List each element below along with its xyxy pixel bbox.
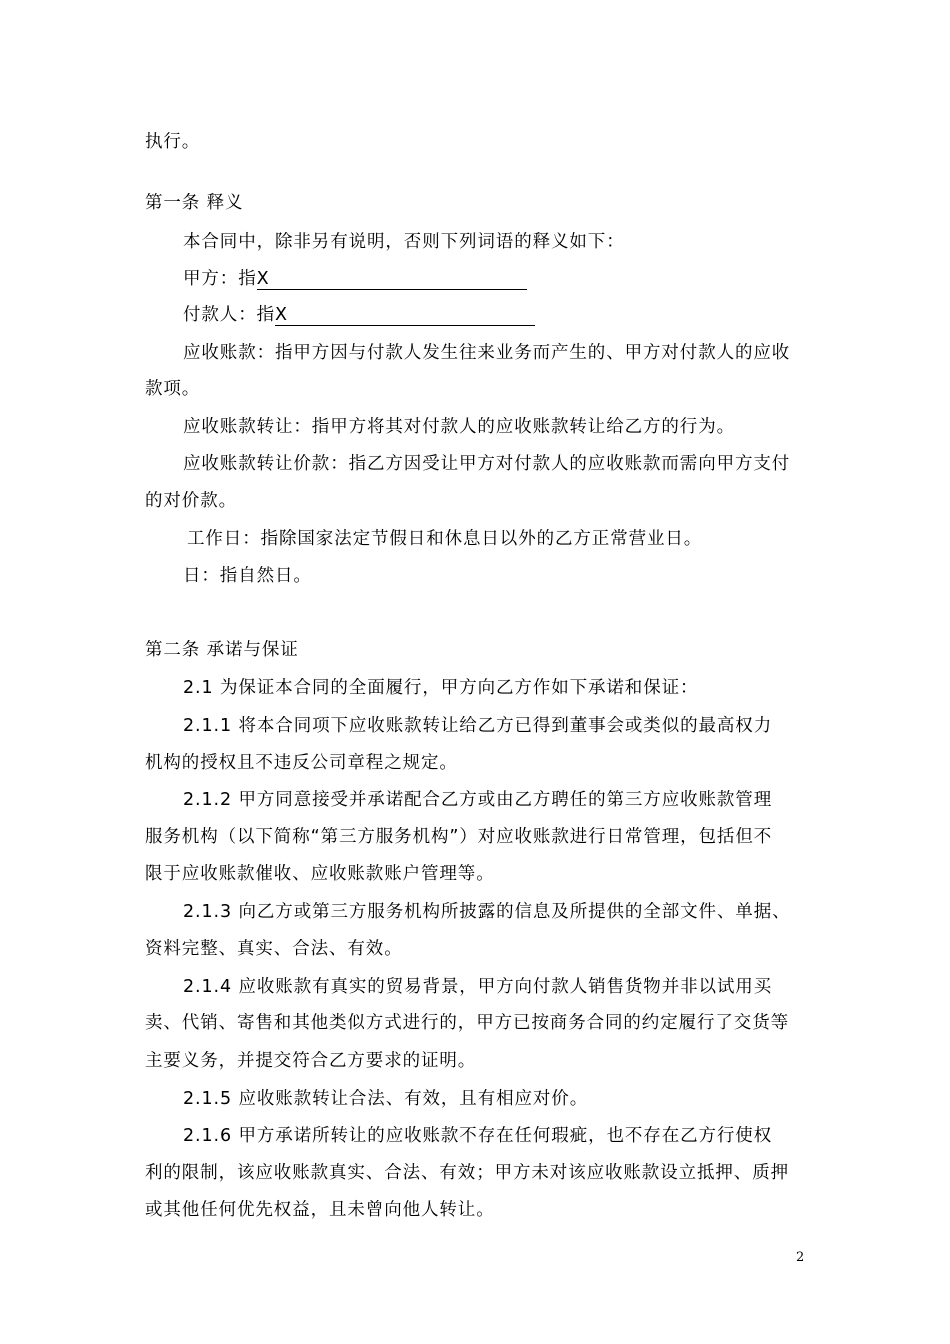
article-1-heading: 第一条 释义 — [145, 193, 244, 213]
text-line: 款项。 — [145, 379, 201, 399]
text-line: 2.1.2 甲方同意接受并承诺配合乙方或由乙方聘任的第三方应收账款管理 — [183, 790, 773, 810]
party-a-value: X — [256, 269, 270, 289]
text-line: 利的限制，该应收账款真实、合法、有效；甲方未对该应收账款设立抵押、质押 — [145, 1163, 789, 1183]
text-line: 2.1.5 应收账款转让合法、有效，且有相应对价。 — [183, 1089, 589, 1109]
payer-blank — [275, 305, 535, 326]
text-line: 执行。 — [145, 132, 201, 152]
text-line: 2.1 为保证本合同的全面履行，甲方向乙方作如下承诺和保证： — [183, 678, 699, 698]
text-line: 限于应收账款催收、应收账款账户管理等。 — [145, 864, 495, 884]
text-line: 2.1.4 应收账款有真实的贸易背景，甲方向付款人销售货物并非以试用买 — [183, 977, 773, 997]
text-line: 日：指自然日。 — [183, 566, 312, 586]
text-line: 机构的授权且不违反公司章程之规定。 — [145, 753, 458, 773]
page-number: 2 — [796, 1250, 805, 1265]
text-line: 2.1.3 向乙方或第三方服务机构所披露的信息及所提供的全部文件、单据、 — [183, 902, 791, 922]
text-line: 应收账款：指甲方因与付款人发生往来业务而产生的、甲方对付款人的应收 — [183, 343, 791, 363]
text-line: 2.1.1 将本合同项下应收账款转让给乙方已得到董事会或类似的最高权力 — [183, 716, 773, 736]
text-line: 本合同中，除非另有说明，否则下列词语的释义如下： — [183, 232, 625, 252]
party-a-definition — [183, 267, 527, 291]
text-line: 应收账款转让价款：指乙方因受让甲方对付款人的应收账款而需向甲方支付 — [183, 454, 791, 474]
party-a-label: 甲方：指 — [183, 269, 257, 289]
text-line: 主要义务，并提交符合乙方要求的证明。 — [145, 1051, 477, 1071]
payer-definition — [183, 303, 535, 327]
text-line: 的对价款。 — [145, 491, 237, 511]
party-a-blank — [257, 269, 527, 290]
text-line: 卖、代销、寄售和其他类似方式进行的，甲方已按商务合同的约定履行了交货等 — [145, 1013, 789, 1033]
text-line: 或其他任何优先权益，且未曾向他人转让。 — [145, 1200, 495, 1220]
payer-value: X — [275, 305, 288, 325]
article-2-heading: 第二条 承诺与保证 — [145, 640, 299, 660]
text-line: 应收账款转让：指甲方将其对付款人的应收账款转让给乙方的行为。 — [183, 417, 735, 437]
text-line: 工作日：指除国家法定节假日和休息日以外的乙方正常营业日。 — [187, 529, 703, 549]
text-line: 2.1.6 甲方承诺所转让的应收账款不存在任何瑕疵，也不存在乙方行使权 — [183, 1126, 773, 1146]
payer-label: 付款人：指 — [183, 305, 275, 325]
text-line: 资料完整、真实、合法、有效。 — [145, 939, 403, 959]
text-line: 服务机构（以下简称“第三方服务机构”）对应收账款进行日常管理，包括但不 — [145, 827, 773, 847]
